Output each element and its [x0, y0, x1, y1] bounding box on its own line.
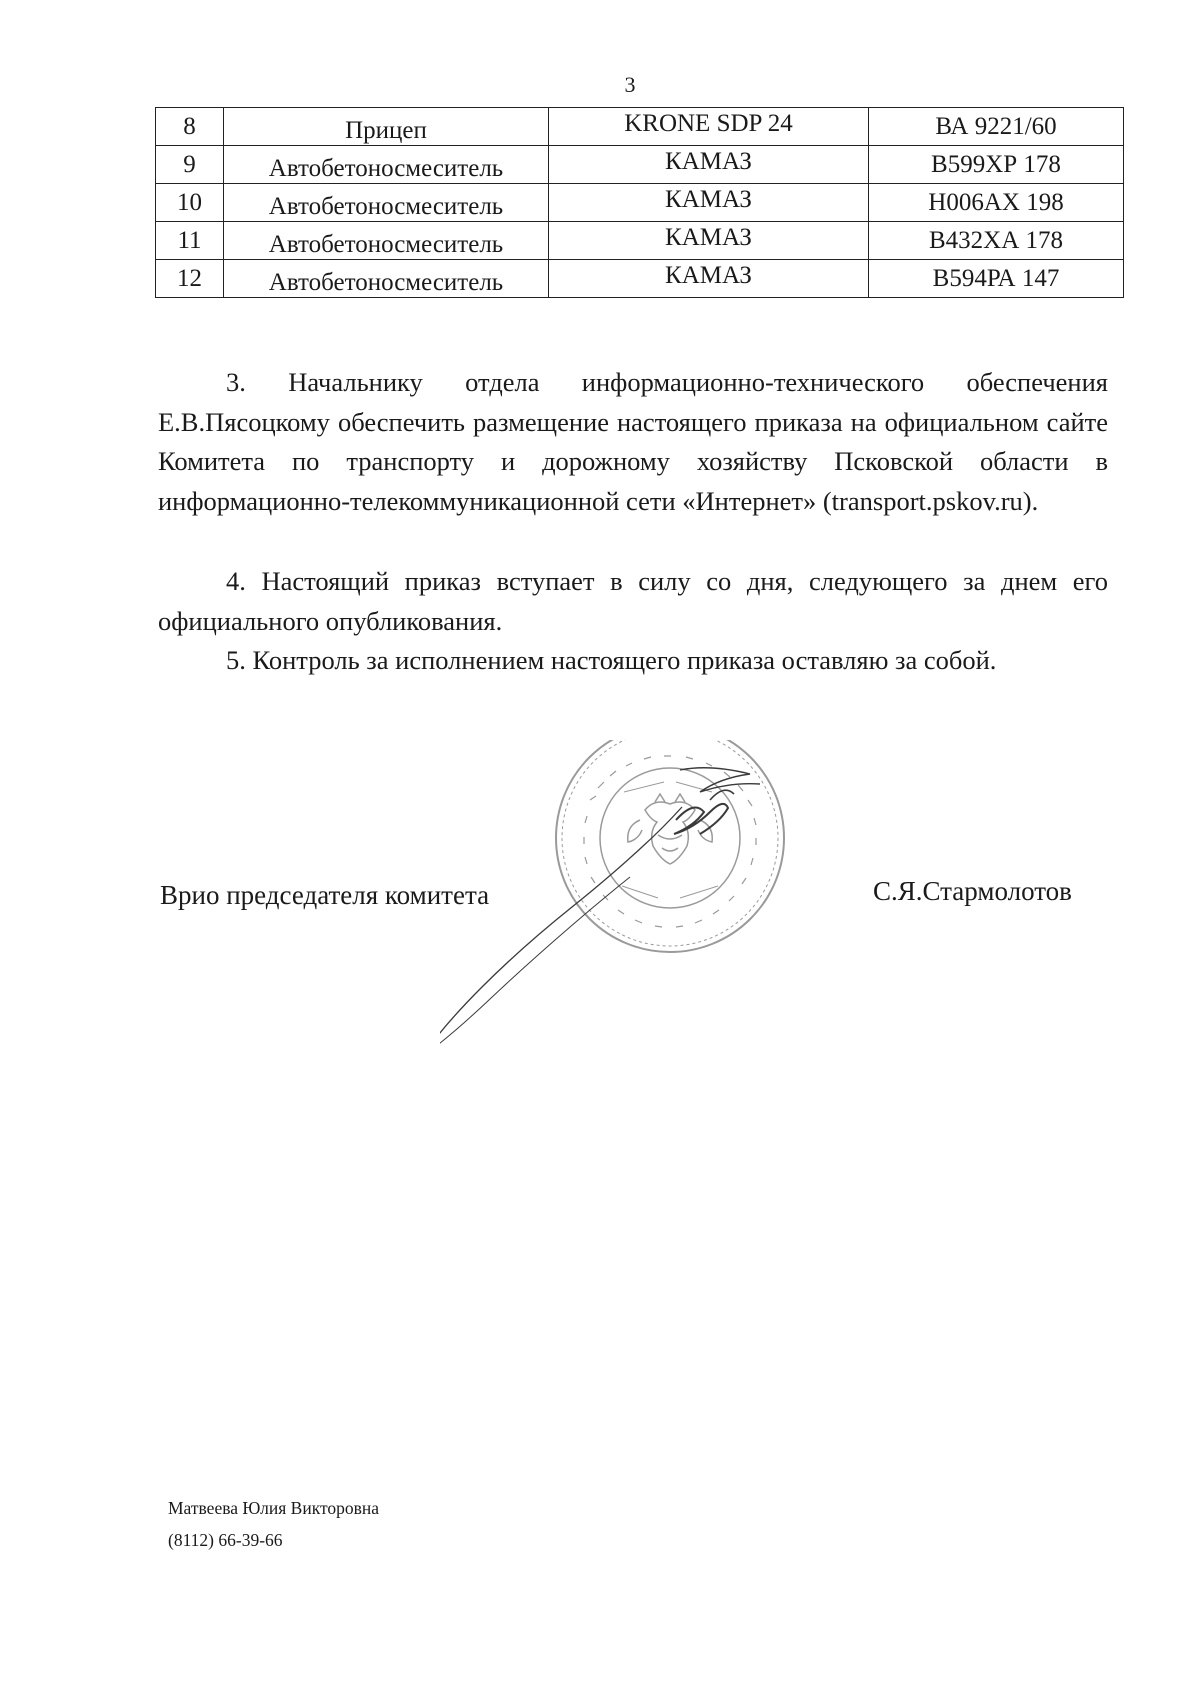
row-number-cell	[156, 222, 224, 260]
vehicle-make-cell-text: КАМАЗ	[665, 185, 752, 213]
paragraph-4	[158, 562, 1108, 641]
license-plate-cell-text: ВА 9221/60	[935, 112, 1057, 140]
stamp-ring-lettering	[584, 756, 756, 927]
signatory-position: Врио председателя комитета	[160, 880, 490, 910]
row-number-cell-text: 11	[177, 226, 202, 254]
paragraph-5-text: 5. Контроль за исполнением настоящего приказа оставляю за собой.	[226, 645, 997, 675]
paragraph-5	[158, 641, 1108, 681]
row-number-cell	[156, 260, 224, 298]
stamp-outer-ring	[556, 740, 784, 952]
license-plate-cell	[869, 260, 1124, 298]
license-plate-cell	[869, 108, 1124, 146]
signatory-name: С.Я.Стармолотов	[873, 876, 1072, 906]
table-row	[156, 146, 1124, 184]
vehicle-type-cell-text: Автобетоносмеситель	[268, 192, 504, 220]
table-row	[156, 222, 1124, 260]
row-number-cell	[156, 184, 224, 222]
vehicle-type-cell	[224, 108, 549, 146]
vehicle-type-cell	[224, 260, 549, 298]
row-number-cell-text: 8	[183, 112, 196, 140]
vehicle-type-cell	[224, 184, 549, 222]
vehicle-type-cell	[224, 222, 549, 260]
official-stamp-and-signature	[440, 740, 900, 1080]
stamp-inner-ring	[600, 768, 740, 908]
paragraph-3	[158, 363, 1108, 521]
table-row	[156, 108, 1124, 146]
vehicle-type-cell-text: Автобетоносмеситель	[268, 154, 504, 182]
page-number: 3	[624, 72, 636, 97]
paragraph-3-text: 3. Начальнику отдела информационно-технического обеспечения Е.В.Пясоцкому обеспечить размещение настоящего приказа на официальном сайте Комитета по транспорту и дорожному хозяйству Псковской области в информационно-телекоммуникационной сети «Интернет» (transport.pskov.ru).	[158, 367, 1108, 516]
license-plate-cell	[869, 184, 1124, 222]
license-plate-cell-text: В432ХА 178	[928, 226, 1064, 254]
vehicle-type-cell-text: Прицеп	[345, 116, 427, 144]
table-row	[156, 260, 1124, 298]
stamp-inner-text-marks	[622, 782, 718, 898]
vehicle-type-cell-text: Автобетоносмеситель	[268, 230, 504, 258]
vehicle-make-cell-text: КАМАЗ	[665, 147, 752, 175]
vehicle-type-cell-text: Автобетоносмеситель	[268, 268, 504, 296]
stamp-outer-dotted-ring	[562, 740, 778, 946]
vehicle-type-cell	[224, 146, 549, 184]
vehicle-make-cell	[549, 260, 869, 298]
license-plate-cell	[869, 146, 1124, 184]
row-number-cell-text: 9	[183, 150, 196, 178]
paragraph-4-text: 4. Настоящий приказ вступает в силу со дня, следующего за днем его официального опубликования.	[158, 566, 1108, 636]
executor-phone: (8112) 66-39-66	[168, 1530, 283, 1550]
row-number-cell	[156, 108, 224, 146]
license-plate-cell-text: В599ХР 178	[931, 150, 1061, 178]
vehicle-make-cell-text: KRONE SDP 24	[624, 109, 793, 137]
executor-name: Матвеева Юлия Викторовна	[168, 1498, 380, 1518]
vehicle-make-cell	[549, 184, 869, 222]
vehicle-make-cell	[549, 146, 869, 184]
vehicle-make-cell-text: КАМАЗ	[665, 261, 752, 289]
vehicle-make-cell-text: КАМАЗ	[665, 223, 752, 251]
vehicle-make-cell	[549, 222, 869, 260]
row-number-cell	[156, 146, 224, 184]
stamp-graphic	[440, 740, 900, 1080]
table-row	[156, 184, 1124, 222]
license-plate-cell-text: В594РА 147	[932, 264, 1060, 292]
row-number-cell-text: 12	[177, 264, 202, 292]
row-number-cell-text: 10	[177, 188, 202, 216]
license-plate-cell-text: Н006АХ 198	[928, 188, 1064, 216]
vehicles-table	[155, 107, 1124, 298]
handwritten-signature	[440, 768, 760, 1057]
vehicle-make-cell	[549, 108, 869, 146]
coat-of-arms-emblem	[628, 794, 713, 864]
license-plate-cell	[869, 222, 1124, 260]
